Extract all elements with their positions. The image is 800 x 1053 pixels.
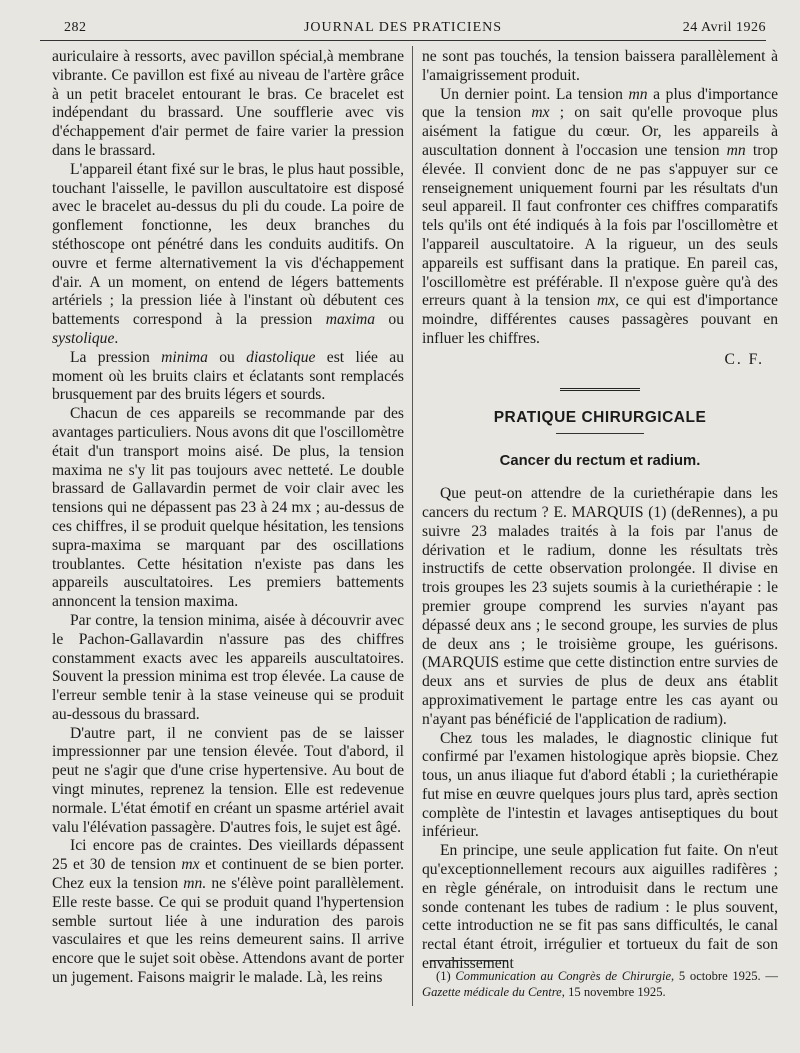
column-divider [412, 46, 413, 1006]
paragraph: L'appareil étant fixé sur le bras, le plus haut possible, touchant l'aisselle, le pavillon auscultatoire est disposé avec le bracelet au-dessus du pli du coude. La poire de gonflement fonctionne, les deux branches du stéthoscope ont pénétré dans les conduits auditifs. On ouvre et ferme alternativement la vis d'échappement d'air. A un moment, on entend de légers battements artériels ; la pression liée à l'instant où débutent ces battements correspond à la pression maxima ou systolique. [52, 160, 404, 347]
page-number: 282 [64, 20, 87, 35]
paragraph: Chacun de ces appareils se recommande par des avantages particuliers. Nous avons dit que l'oscillomètre était d'un transport moins aisé. De plus, la tension maxima ne s'y lit pas toujours avec netteté. Le double brassard de Gallavardin permet de voir clair avec les tensions qui ne dépassent pas 23 à 24 mx ; au-dessus de ces chiffres, il se produit quelque hésitation, les tensions supra-maxima se marquant par des oscillations troublantes. Cette hésitation n'existe pas dans les appareils auscultatoires. Les premiers battements annoncent la tension maxima. [52, 405, 404, 611]
author-signature: C. F. [724, 350, 764, 368]
paragraph: En principe, une seule application fut faite. On n'eut qu'exceptionnellement recours aux aiguilles radifères ; en règle générale, on introduisit dans le rectum une sonde contenant les tubes de radium : le plus souvent, cette introduction ne se fit pas sans difficultés, le canal rectal étant étroit, irrégulier et tortueux du fait de son envahissement [422, 842, 778, 973]
section-title: PRATIQUE CHIRURGICALE [493, 408, 707, 426]
paragraph: Chez tous les malades, le diagnostic clinique fut confirmé par l'examen histologique après biopsie. Chez tous, un anus iliaque fut d'abord établi ; la curiethérapie fut mise en œuvre quelques jours plus tard, après section complète de l'intestin et lavages antiseptiques du bout inférieur. [422, 729, 778, 841]
section-separator [560, 388, 640, 393]
footnote-text: (1) Communication au Congrès de Chirurgie, 5 octobre 1925. — Gazette médicale du Centre, 15 novembre 1925. [422, 969, 778, 999]
right-column [422, 48, 778, 974]
page-header [40, 14, 766, 38]
paragraph: auriculaire à ressorts, avec pavillon spécial,à membrane vibrante. Ce pavillon est fixé au niveau de l'artère grâce à un petit bracelet entourant le bras. Ce bracelet est indépendant du brassard. Une soufflerie avec vis d'échappement d'air permet de faire varier la pression dans le brassard. [52, 48, 404, 159]
left-column [52, 48, 404, 988]
paragraph: Par contre, la tension minima, aisée à découvrir avec le Pachon-Gallavardin n'assure pas des chiffres constamment exacts avec les appareils auscultatoires. Souvent la pression minima est trop élevée. La cause de l'erreur semble tenir à la stase veineuse qui se produit au-dessous du brassard. [52, 611, 404, 723]
paragraph: La pression minima ou diastolique est liée au moment où les bruits clairs et éclatants sont remplacés brusquement par des bruits légers et sourds. [52, 348, 405, 404]
footnote-rule [430, 960, 508, 961]
header-rule [40, 40, 766, 41]
paragraph: D'autre part, il ne convient pas de se laisser impressionner par une tension élevée. Tout d'abord, il peut ne s'agir que d'une crise hypertensive. Au bout de vingt minutes, reprenez la tension. Elle est redevenue normale. L'état émotif en créant un spasme artériel avait valu l'élévation passagère. D'autres fois, le sujet est âgé. [52, 724, 404, 836]
paragraph: Un dernier point. La tension mn a plus d'importance que la tension mx ; on sait qu'elle provoque plus aisément la fatigue du cœur. Or, les appareils à auscultation donnent à l'occasion une tension mn trop élevée. Il convient donc de ne pas s'appuyer sur ce renseignement uniquement fourni par les résultats d'un seul appareil. Il faut confronter ces chiffres comparatifs tels qu'ils ont été indiqués à la fois par l'oscillomètre et l'appareil auscultatoire. A la rigueur, un des seuls appareils est suffisant dans la pratique. En pareil cas, l'oscillomètre est préférable. Il n'expose guère qu'à des erreurs quant à la tension mx, ce qui est d'importance moindre, différentes causes passagères pouvant en influer les chiffres. [422, 85, 779, 347]
title-underline [556, 433, 644, 434]
paragraph: Que peut-on attendre de la curiethérapie dans les cancers du rectum ? E. MARQUIS (1) (deRennes), a pu suivre 23 malades traités à la fois par l'anus de dérivation et le radium, donne les résultats très instructifs de cette observation prolongée. Il divise en trois groupes les 23 sujets soumis à la curiethérapie : le premier groupe comprend les survies n'ayant pas dépassé deux ans ; le second groupe, les survies de plus de deux ans ; le troisième groupe, les guérisons. (MARQUIS estime que cette distinction entre survies de deux ans et survies de plus de deux ans établit approximativement le partage entre les cas ayant ou n'ayant pas bénéficié de l'application de radium). [422, 485, 778, 728]
journal-title: JOURNAL DES PRATICIENS [303, 20, 503, 35]
issue-date: 24 Avril 1926 [682, 20, 766, 35]
article-title: Cancer du rectum et radium. [499, 453, 701, 470]
paragraph: Ici encore pas de craintes. Des vieillards dépassent 25 et 30 de tension mx et continuent de se bien porter. Chez eux la tension mn. ne s'élève point parallèlement. Elle reste basse. Ce qui se produit quand l'hypertension semble surtout liée à une induration des parois vasculaires et que les reins demeurent sains. Il arrive encore que le sujet soit obèse. Attendons avant de porter un jugement. Faisons maigrir le malade. Là, les reins [52, 837, 404, 987]
footnote [422, 968, 778, 1000]
paragraph: ne sont pas touchés, la tension baissera parallèlement à l'amaigrissement produit. [422, 48, 778, 84]
